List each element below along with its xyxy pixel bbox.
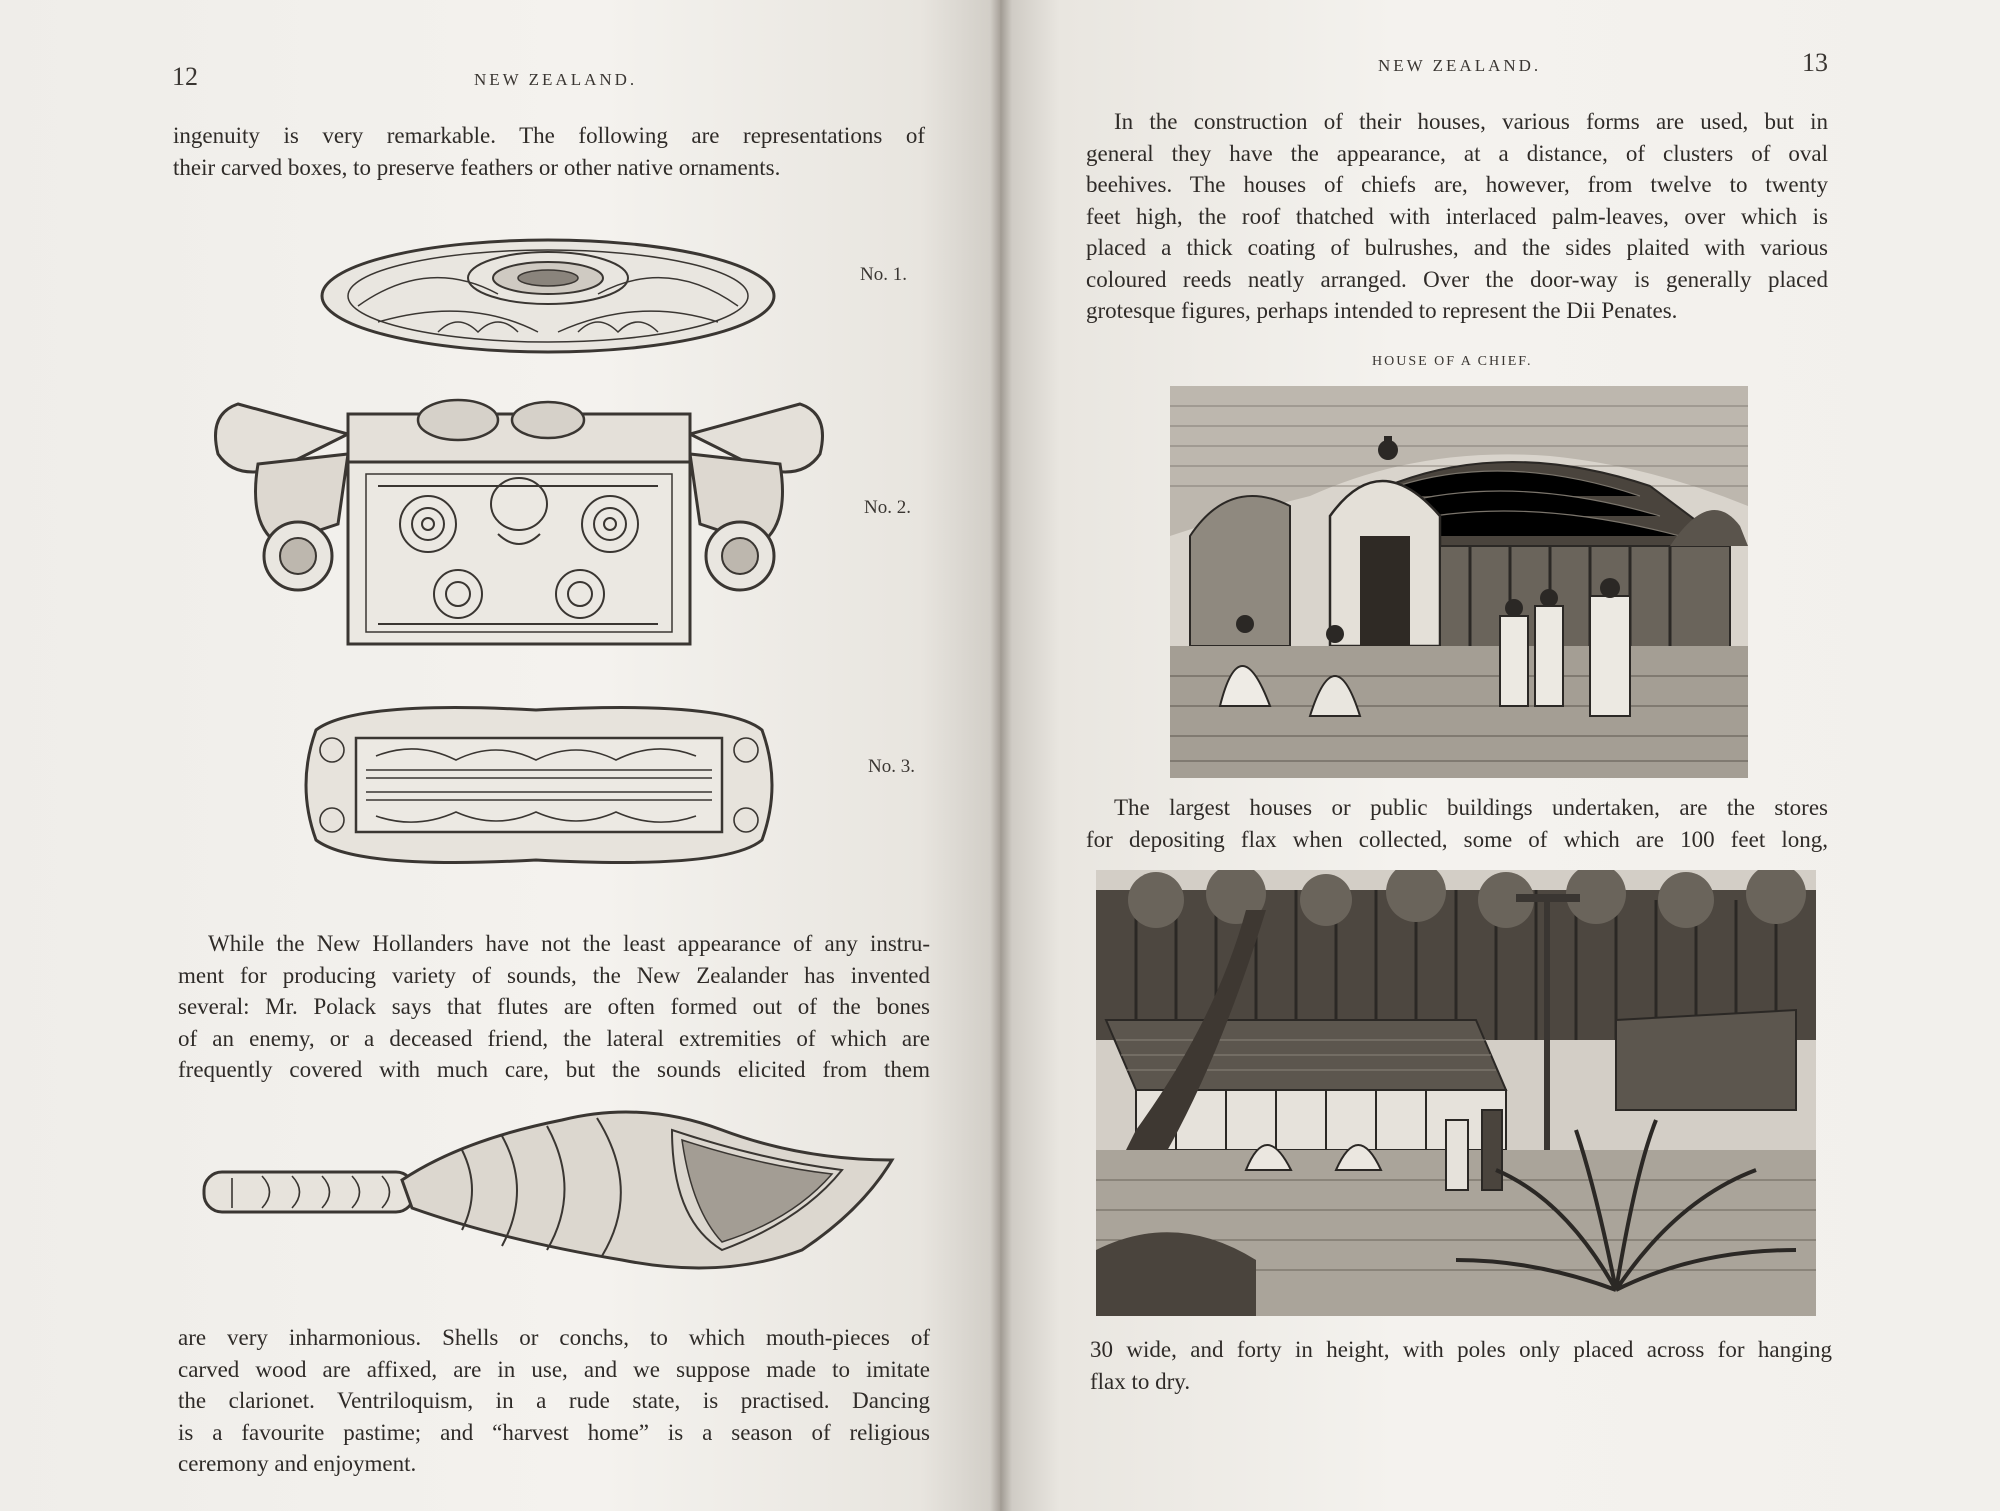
right-page-number: 13 bbox=[1802, 48, 1828, 77]
figure-label-no-2: No. 2. bbox=[864, 497, 911, 518]
text-line: general they have the appearance, at a distance, of clusters of oval bbox=[1086, 140, 1828, 166]
right-paragraph-stores bbox=[1086, 792, 1828, 855]
figure-label-no-3: No. 3. bbox=[868, 756, 915, 777]
text-line: the clarionet. Ventriloquism, in a rude state, is practised. Dancing bbox=[178, 1388, 930, 1413]
left-intro-paragraph bbox=[173, 120, 925, 183]
text-line: coloured reeds neatly arranged. Over the door-way is generally placed bbox=[1086, 266, 1828, 292]
text-line: frequently covered with much care, but the sounds elicited from them bbox=[178, 1057, 930, 1082]
text-line: 30 wide, and forty in height, with poles only placed across for hanging bbox=[1090, 1337, 1832, 1362]
house-of-a-chief-engraving bbox=[1170, 386, 1748, 778]
text-line: ment for producing variety of sounds, the New Zealander has invented bbox=[178, 962, 930, 988]
text-line: of an enemy, or a deceased friend, the lateral extremities of which are bbox=[178, 1025, 930, 1051]
illustration-caption: HOUSE OF A CHIEF. bbox=[1372, 354, 1533, 369]
text-line: is a favourite pastime; and “harvest home” is a season of religious bbox=[178, 1419, 930, 1445]
carved-box-1-illustration bbox=[318, 236, 778, 356]
left-paragraph-conchs bbox=[178, 1322, 930, 1480]
text-line: are very inharmonious. Shells or conchs, to which mouth-pieces of bbox=[178, 1325, 930, 1350]
figure-label-no-1: No. 1. bbox=[860, 264, 907, 285]
text-line: beehives. The houses of chiefs are, however, from twelve to twenty bbox=[1086, 172, 1828, 197]
text-line: While the New Hollanders have not the least appearance of any instru- bbox=[208, 931, 930, 956]
left-page-number: 12 bbox=[172, 62, 198, 91]
carved-box-2-illustration bbox=[198, 374, 840, 654]
text-line: feet high, the roof thatched with interlaced palm-leaves, over which is bbox=[1086, 203, 1828, 229]
conch-shell-trumpet-illustration bbox=[202, 1100, 902, 1280]
text-line: carved wood are affixed, are in use, and we suppose made to imitate bbox=[178, 1356, 930, 1382]
right-paragraph-dimensions bbox=[1090, 1334, 1832, 1397]
left-paragraph-instruments bbox=[178, 928, 930, 1086]
text-line: flax to dry. bbox=[1090, 1368, 1191, 1394]
text-line: several: Mr. Polack says that flutes are often formed out of the bones bbox=[178, 994, 930, 1019]
left-running-head: NEW ZEALAND. bbox=[474, 70, 638, 89]
flax-stores-engraving bbox=[1096, 870, 1816, 1316]
text-line: ingenuity is very remarkable. The following are representations of bbox=[173, 123, 925, 148]
book-gutter bbox=[990, 0, 1012, 1511]
text-line: placed a thick coating of bulrushes, and the sides plaited with various bbox=[1086, 235, 1828, 260]
text-line: grotesque figures, perhaps intended to represent the Dii Penates. bbox=[1086, 298, 1678, 323]
carved-box-3-illustration bbox=[296, 700, 782, 870]
text-line: ceremony and enjoyment. bbox=[178, 1451, 417, 1476]
text-line: for depositing flax when collected, some of which are 100 feet long, bbox=[1086, 826, 1828, 852]
text-line: their carved boxes, to preserve feathers or other native ornaments. bbox=[173, 154, 781, 180]
right-paragraph-houses bbox=[1086, 106, 1828, 327]
text-line: The largest houses or public buildings undertaken, are the stores bbox=[1114, 795, 1828, 820]
text-line: In the construction of their houses, various forms are used, but in bbox=[1114, 109, 1828, 134]
right-running-head: NEW ZEALAND. bbox=[1378, 56, 1542, 75]
